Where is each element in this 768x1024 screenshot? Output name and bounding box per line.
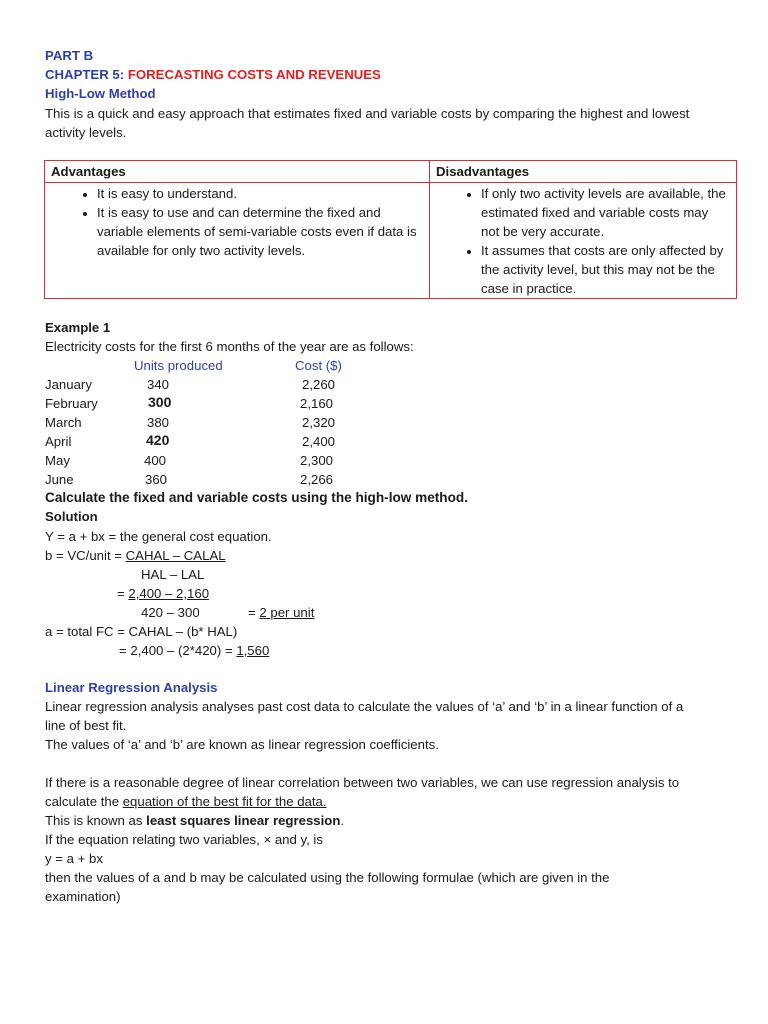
formula-equals: = <box>117 586 129 601</box>
regression-text <box>45 792 327 811</box>
solution-line: Y = a + bx = the general cost equation. <box>45 529 272 544</box>
example-title: Example 1 <box>45 320 111 335</box>
units-value: 360 <box>145 472 168 487</box>
section-title-regression: Linear Regression Analysis <box>45 680 218 695</box>
cost-value: 2,260 <box>302 377 336 392</box>
cost-value: 2,400 <box>302 434 336 449</box>
formula-denominator-values: 420 – 300 <box>141 605 200 620</box>
regression-text: Linear regression analysis analyses past cost data to calculate the values of ‘a’ and ‘b’ in a linear function of a <box>45 699 684 714</box>
bold-term: least squares linear regression <box>146 813 341 828</box>
disadvantages-cell <box>430 183 737 299</box>
chapter-heading <box>45 65 381 84</box>
section-title-high-low: High-Low Method <box>45 86 156 101</box>
cost-value: 2,160 <box>300 396 334 411</box>
table-header-row <box>45 161 737 183</box>
solution-title: Solution <box>45 509 98 524</box>
text-fragment: This is known as <box>45 813 147 828</box>
intro-line-2: activity levels. <box>45 125 127 140</box>
regression-text: then the values of a and b may be calculated using the following formulae (which are given in the <box>45 870 610 885</box>
regression-text: The values of ‘a’ and ‘b’ are known as linear regression coefficients. <box>45 737 439 752</box>
advantages-header: Advantages <box>45 161 430 183</box>
underlined-phrase: equation of the best fit for the data. <box>122 794 327 809</box>
advantages-table <box>44 160 737 299</box>
disadvantage-item: • It assumes that costs are only affected by the activity level, but this may not be the case in practice. <box>481 241 728 298</box>
solution-line <box>45 546 226 565</box>
fixed-cost-calc: = 2,400 – (2*420) = <box>119 643 237 658</box>
regression-text: If there is a reasonable degree of linear correlation between two variables, we can use regression analysis to <box>45 775 680 790</box>
month-label: April <box>45 434 72 449</box>
solution-line: a = total FC = CAHAL – (b* HAL) <box>45 624 238 639</box>
advantage-item: • It is easy to understand. <box>97 184 421 203</box>
units-value-low: 300 <box>148 394 172 410</box>
example-description: Electricity costs for the first 6 months of the year are as follows: <box>45 339 414 354</box>
regression-text: examination) <box>45 889 121 904</box>
solution-line <box>117 584 209 603</box>
units-value: 380 <box>147 415 170 430</box>
regression-text: If the equation relating two variables, × and y, is <box>45 832 323 847</box>
disadvantage-item: • If only two activity levels are available, the estimated fixed and variable costs may not be very accurate. <box>481 184 728 241</box>
chapter-prefix: CHAPTER 5: <box>45 67 125 82</box>
month-label: March <box>45 415 82 430</box>
units-value: 340 <box>147 377 170 392</box>
part-label: PART B <box>45 48 94 63</box>
advantages-cell <box>45 183 430 299</box>
formula-prefix: b = VC/unit = <box>45 548 126 563</box>
cost-value: 2,320 <box>302 415 336 430</box>
month-label: January <box>45 377 92 392</box>
result-equals: = <box>248 605 260 620</box>
text-fragment: . <box>340 813 345 828</box>
solution-result-b <box>248 603 314 622</box>
units-value: 400 <box>144 453 167 468</box>
disadvantages-header: Disadvantages <box>430 161 737 183</box>
month-label: June <box>45 472 74 487</box>
regression-text <box>45 811 344 830</box>
chapter-title: FORECASTING COSTS AND REVENUES <box>127 67 381 82</box>
formula-numerator-values: 2,400 – 2,160 <box>128 586 210 601</box>
regression-text: line of best fit. <box>45 718 127 733</box>
solution-result-a <box>119 641 269 660</box>
column-header-cost: Cost ($) <box>295 358 342 373</box>
cost-value: 2,300 <box>300 453 334 468</box>
cost-value: 2,266 <box>300 472 334 487</box>
fixed-cost-result: 1,560 <box>236 643 270 658</box>
intro-line-1: This is a quick and easy approach that estimates fixed and variable costs by comparing the highest and lowest <box>45 106 690 121</box>
advantage-item: • It is easy to use and can determine the fixed and variable elements of semi-variable costs even if data is available for only two activity levels. <box>97 203 421 260</box>
formula-numerator: CAHAL – CALAL <box>125 548 226 563</box>
month-label: February <box>45 396 98 411</box>
table-body-row <box>45 183 737 299</box>
variable-cost-result: 2 per unit <box>259 605 315 620</box>
example-question: Calculate the fixed and variable costs using the high-low method. <box>45 490 468 505</box>
month-label: May <box>45 453 70 468</box>
formula-denominator: HAL – LAL <box>141 567 205 582</box>
column-header-units: Units produced <box>134 358 223 373</box>
text-fragment: calculate the <box>45 794 123 809</box>
regression-equation: y = a + bx <box>45 851 103 866</box>
units-value-high: 420 <box>146 432 170 448</box>
